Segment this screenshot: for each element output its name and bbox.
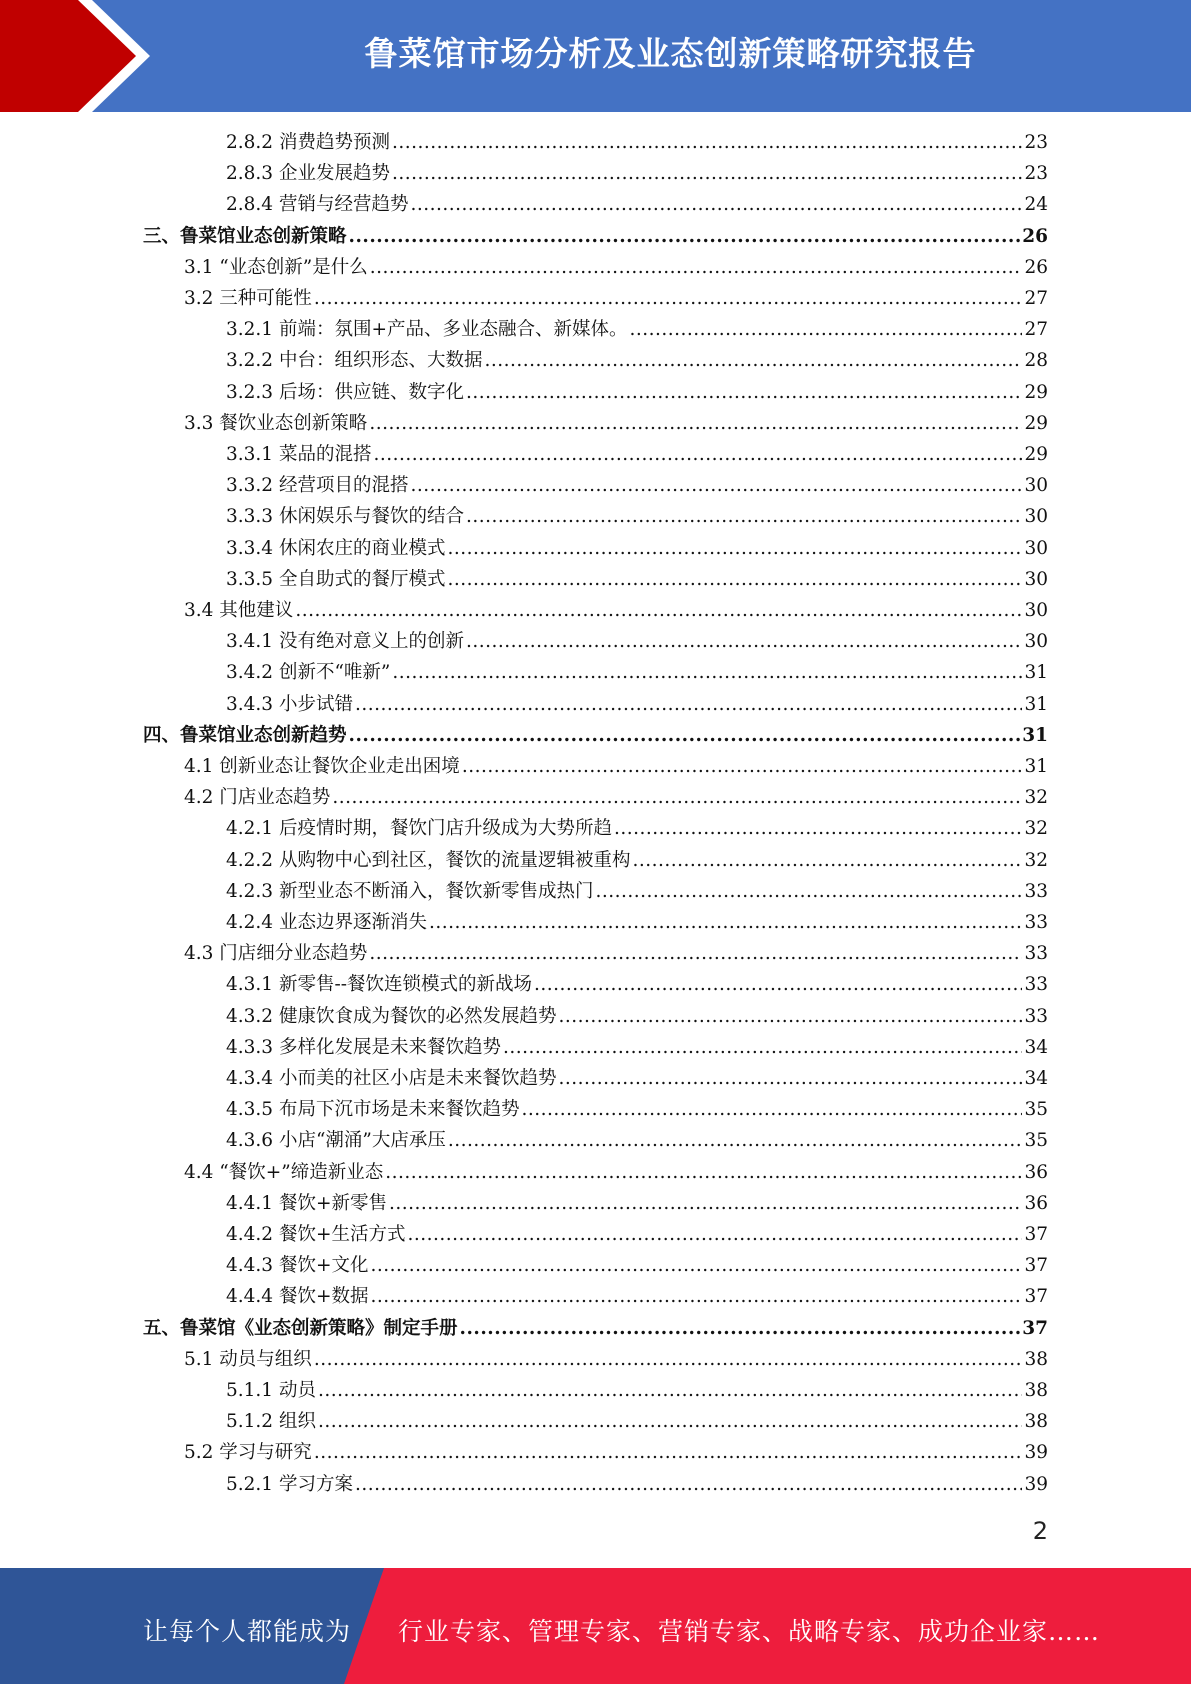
- toc-entry[interactable]: [226, 439, 1048, 470]
- toc-entry-label: 3.1 “业态创新”是什么: [184, 256, 368, 278]
- toc-leader-dots: [369, 408, 1022, 439]
- toc-leader-dots: [314, 283, 1023, 314]
- toc-entry[interactable]: [184, 1344, 1048, 1375]
- page-footer: [0, 1568, 1191, 1684]
- toc-entry[interactable]: [143, 720, 1048, 751]
- toc-leader-dots: [349, 221, 1021, 252]
- toc-entry-label: 2.8.4 营销与经营趋势: [226, 194, 409, 216]
- toc-entry-page: 33: [1024, 912, 1048, 933]
- toc-entry-label: 4.3.5 布局下沉市场是未来餐饮趋势: [226, 1099, 520, 1121]
- toc-entry-page: 34: [1024, 1068, 1048, 1089]
- toc-entry-page: 29: [1024, 381, 1048, 403]
- toc-entry-page: 37: [1024, 1286, 1048, 1308]
- toc-entry-page: 32: [1024, 787, 1048, 809]
- toc-leader-dots: [410, 189, 1022, 220]
- toc-entry[interactable]: [226, 1250, 1048, 1281]
- toc-entry[interactable]: [143, 1313, 1048, 1344]
- toc-entry-label: 4.4.1 餐饮+新零售: [226, 1192, 387, 1214]
- document-title: 鲁菜馆市场分析及业态创新策略研究报告: [364, 34, 977, 73]
- toc-entry[interactable]: [226, 1406, 1048, 1437]
- toc-entry-label: 四、鲁菜馆业态创新趋势: [143, 724, 347, 746]
- toc-entry-page: 30: [1024, 568, 1048, 590]
- toc-leader-dots: [385, 1157, 1022, 1188]
- toc-entry-label: 2.8.2 消费趋势预测: [226, 132, 390, 153]
- toc-leader-dots: [521, 1094, 1022, 1125]
- toc-entry-page: 31: [1022, 724, 1048, 746]
- toc-entry[interactable]: [226, 1032, 1048, 1063]
- toc-entry[interactable]: [226, 158, 1048, 189]
- toc-leader-dots: [558, 1063, 1022, 1094]
- toc-entry-page: 31: [1024, 756, 1048, 777]
- toc-leader-dots: [295, 595, 1022, 626]
- toc-entry-page: 27: [1024, 319, 1048, 341]
- toc-leader-dots: [355, 689, 1023, 720]
- toc-entry-page: 39: [1024, 1473, 1048, 1495]
- toc-entry-page: 33: [1024, 880, 1048, 902]
- toc-entry-label: 4.4.2 餐饮+生活方式: [226, 1224, 406, 1245]
- toc-leader-dots: [614, 813, 1022, 844]
- toc-entry[interactable]: [226, 1469, 1048, 1500]
- toc-leader-dots: [370, 1250, 1022, 1281]
- toc-entry[interactable]: [226, 907, 1048, 938]
- toc-entry-label: 4.3.1 新零售--餐饮连锁模式的新战场: [226, 974, 532, 996]
- toc-leader-dots: [447, 533, 1022, 564]
- toc-leader-dots: [629, 314, 1022, 345]
- toc-entry-page: 35: [1024, 1130, 1048, 1152]
- toc-entry-page: 29: [1024, 412, 1048, 434]
- toc-leader-dots: [558, 1001, 1022, 1032]
- toc-entry-page: 24: [1024, 194, 1048, 216]
- toc-entry-page: 36: [1024, 1192, 1048, 1214]
- toc-entry-label: 2.8.3 企业发展趋势: [226, 163, 390, 185]
- toc-entry-page: 26: [1024, 256, 1048, 278]
- toc-entry-page: 36: [1024, 1161, 1048, 1183]
- toc-entry[interactable]: [226, 813, 1048, 844]
- toc-leader-dots: [392, 127, 1022, 158]
- toc-leader-dots: [370, 1281, 1022, 1312]
- toc-entry-label: 4.4 “餐饮+”缔造新业态: [184, 1161, 384, 1183]
- toc-leader-dots: [466, 501, 1022, 532]
- toc-entry-label: 4.3.4 小而美的社区小店是未来餐饮趋势: [226, 1068, 557, 1089]
- toc-entry[interactable]: [184, 1157, 1048, 1188]
- toc-entry-label: 3.2.2 中台：组织形态、大数据: [226, 350, 483, 372]
- toc-entry-label: 4.1 创新业态让餐饮企业走出困境: [184, 756, 460, 777]
- toc-leader-dots: [460, 1313, 1021, 1344]
- toc-entry[interactable]: [226, 876, 1048, 907]
- toc-entry-label: 3.3.3 休闲娱乐与餐饮的结合: [226, 506, 464, 528]
- toc-entry-label: 4.3.2 健康饮食成为餐饮的必然发展趋势: [226, 1005, 557, 1027]
- toc-entry-label: 4.2 门店业态趋势: [184, 787, 331, 809]
- toc-entry-page: 27: [1024, 288, 1048, 309]
- toc-leader-dots: [595, 876, 1022, 907]
- toc-entry-label: 4.4.3 餐饮+文化: [226, 1255, 369, 1277]
- toc-entry-page: 30: [1024, 475, 1048, 497]
- toc-leader-dots: [503, 1032, 1022, 1063]
- header-arrow-red: [0, 0, 136, 112]
- toc-leader-dots: [407, 1219, 1022, 1250]
- page-number: 2: [1032, 1517, 1048, 1545]
- toc-entry[interactable]: [184, 751, 1048, 782]
- toc-leader-dots: [332, 782, 1022, 813]
- toc-entry[interactable]: [226, 564, 1048, 595]
- toc-leader-dots: [314, 1437, 1023, 1468]
- toc-entry-page: 39: [1024, 1442, 1048, 1464]
- toc-entry-label: 5.2.1 学习方案: [226, 1473, 353, 1495]
- toc-entry-label: 3.2.3 后场：供应链、数字化: [226, 381, 464, 403]
- toc-entry-label: 3.3.5 全自助式的餐厅模式: [226, 568, 446, 590]
- toc-entry-page: 33: [1024, 943, 1048, 965]
- toc-entry-page: 28: [1024, 350, 1048, 372]
- toc-leader-dots: [447, 564, 1022, 595]
- toc-leader-dots: [355, 1469, 1023, 1500]
- toc-entry-label: 4.3.6 小店“潮涌”大店承压: [226, 1130, 446, 1152]
- toc-entry[interactable]: [184, 1437, 1048, 1468]
- toc-entry[interactable]: [184, 252, 1048, 283]
- toc-entry-page: 33: [1024, 974, 1048, 996]
- toc-entry-label: 五、鲁菜馆《业态创新策略》制定手册: [143, 1317, 458, 1339]
- toc-leader-dots: [466, 626, 1022, 657]
- toc-entry[interactable]: [226, 1188, 1048, 1219]
- toc-entry[interactable]: [226, 1375, 1048, 1406]
- toc-entry[interactable]: [226, 969, 1048, 1000]
- toc-leader-dots: [410, 470, 1022, 501]
- toc-entry-page: 31: [1024, 662, 1048, 684]
- toc-entry[interactable]: [226, 689, 1048, 720]
- toc-entry-label: 4.4.4 餐饮+数据: [226, 1286, 369, 1308]
- toc-entry-label: 4.2.4 业态边界逐渐消失: [226, 912, 427, 933]
- toc-entry-label: 4.2.2 从购物中心到社区，餐饮的流量逻辑被重构: [226, 849, 631, 871]
- toc-entry[interactable]: [184, 595, 1048, 626]
- toc-leader-dots: [429, 907, 1022, 938]
- toc-entry[interactable]: [184, 938, 1048, 969]
- toc-entry-page: 23: [1024, 163, 1048, 185]
- toc-entry[interactable]: [226, 314, 1048, 345]
- toc-entry-label: 三、鲁菜馆业态创新策略: [143, 225, 347, 247]
- toc-leader-dots: [484, 345, 1022, 376]
- toc-entry-label: 3.2.1 前端：氛围+产品、多业态融合、新媒体。: [226, 319, 628, 341]
- toc-entry-page: 37: [1024, 1255, 1048, 1277]
- toc-entry[interactable]: [226, 345, 1048, 376]
- toc-entry-label: 3.4 其他建议: [184, 600, 294, 621]
- toc-leader-dots: [462, 751, 1023, 782]
- toc-entry-page: 30: [1024, 537, 1048, 559]
- toc-entry[interactable]: [184, 283, 1048, 314]
- toc-entry-page: 38: [1024, 1411, 1048, 1433]
- toc-leader-dots: [534, 969, 1022, 1000]
- toc-entry-page: 31: [1024, 693, 1048, 715]
- toc-entry-page: 32: [1024, 818, 1048, 840]
- toc-entry-page: 30: [1024, 600, 1048, 621]
- toc-entry-page: 26: [1022, 225, 1048, 247]
- toc-entry-page: 38: [1024, 1348, 1048, 1370]
- toc-entry[interactable]: [226, 1063, 1048, 1094]
- toc-entry-label: 5.1 动员与组织: [184, 1348, 312, 1370]
- toc-entry-page: 33: [1024, 1005, 1048, 1027]
- toc-entry-label: 3.3.2 经营项目的混搭: [226, 475, 409, 497]
- toc-entry-label: 5.1.2 组织: [226, 1411, 316, 1433]
- toc-leader-dots: [448, 1125, 1023, 1156]
- toc-entry-label: 3.3 餐饮业态创新策略: [184, 412, 368, 434]
- toc-entry-page: 30: [1024, 631, 1048, 653]
- toc-entry[interactable]: [226, 470, 1048, 501]
- toc-entry-page: 34: [1024, 1036, 1048, 1058]
- toc-entry[interactable]: [184, 782, 1048, 813]
- toc-entry[interactable]: [184, 408, 1048, 439]
- toc-entry-label: 4.2.1 后疫情时期，餐饮门店升级成为大势所趋: [226, 818, 612, 840]
- toc-entry-label: 5.1.1 动员: [226, 1380, 316, 1401]
- toc-entry[interactable]: [226, 189, 1048, 220]
- toc-entry-page: 35: [1024, 1099, 1048, 1121]
- toc-entry-page: 37: [1022, 1317, 1048, 1339]
- toc-leader-dots: [314, 1344, 1023, 1375]
- toc-leader-dots: [392, 158, 1022, 189]
- toc-leader-dots: [373, 439, 1022, 470]
- toc-entry-label: 3.4.1 没有绝对意义上的创新: [226, 631, 464, 653]
- toc-leader-dots: [318, 1375, 1023, 1406]
- toc-entry[interactable]: [226, 501, 1048, 532]
- toc-entry-page: 38: [1024, 1380, 1048, 1401]
- toc-entry-label: 4.3.3 多样化发展是未来餐饮趋势: [226, 1036, 501, 1058]
- toc-entry-page: 32: [1024, 849, 1048, 871]
- toc-entry-page: 29: [1024, 444, 1048, 465]
- toc-leader-dots: [632, 845, 1022, 876]
- toc-entry-label: 4.3 门店细分业态趋势: [184, 943, 368, 965]
- page-header: [0, 0, 1191, 112]
- toc-entry[interactable]: [226, 1125, 1048, 1156]
- toc-entry[interactable]: [226, 533, 1048, 564]
- toc-entry-label: 3.2 三种可能性: [184, 288, 312, 309]
- toc-entry[interactable]: [226, 657, 1048, 688]
- toc-entry-label: 3.4.2 创新不“唯新”: [226, 662, 391, 684]
- toc-leader-dots: [369, 938, 1022, 969]
- toc-leader-dots: [389, 1188, 1022, 1219]
- toc-entry[interactable]: [226, 127, 1048, 158]
- toc-leader-dots: [349, 720, 1021, 751]
- toc-leader-dots: [370, 252, 1023, 283]
- toc-entry-page: 37: [1024, 1224, 1048, 1245]
- toc-entry-label: 3.3.1 菜品的混搭: [226, 444, 372, 465]
- toc-entry-label: 4.2.3 新型业态不断涌入，餐饮新零售成热门: [226, 880, 594, 902]
- toc-entry[interactable]: [226, 845, 1048, 876]
- toc-leader-dots: [318, 1406, 1023, 1437]
- toc-entry-page: 23: [1024, 132, 1048, 153]
- toc-entry[interactable]: [226, 1219, 1048, 1250]
- toc-entry[interactable]: [226, 377, 1048, 408]
- toc-entry-label: 3.3.4 休闲农庄的商业模式: [226, 537, 446, 559]
- footer-slogan-left: 让每个人都能成为: [143, 1617, 352, 1646]
- toc-entry[interactable]: [226, 1094, 1048, 1125]
- toc-entry-label: 3.4.3 小步试错: [226, 693, 353, 715]
- toc-entry[interactable]: [226, 626, 1048, 657]
- toc-entry-label: 5.2 学习与研究: [184, 1442, 312, 1464]
- toc-leader-dots: [392, 657, 1022, 688]
- toc-leader-dots: [466, 377, 1022, 408]
- toc-entry[interactable]: [226, 1001, 1048, 1032]
- toc-entry[interactable]: [143, 221, 1048, 252]
- toc-entry-page: 30: [1024, 506, 1048, 528]
- toc-entry[interactable]: [226, 1281, 1048, 1312]
- footer-slogan-right: 行业专家、管理专家、营销专家、战略专家、成功企业家……: [398, 1617, 1101, 1646]
